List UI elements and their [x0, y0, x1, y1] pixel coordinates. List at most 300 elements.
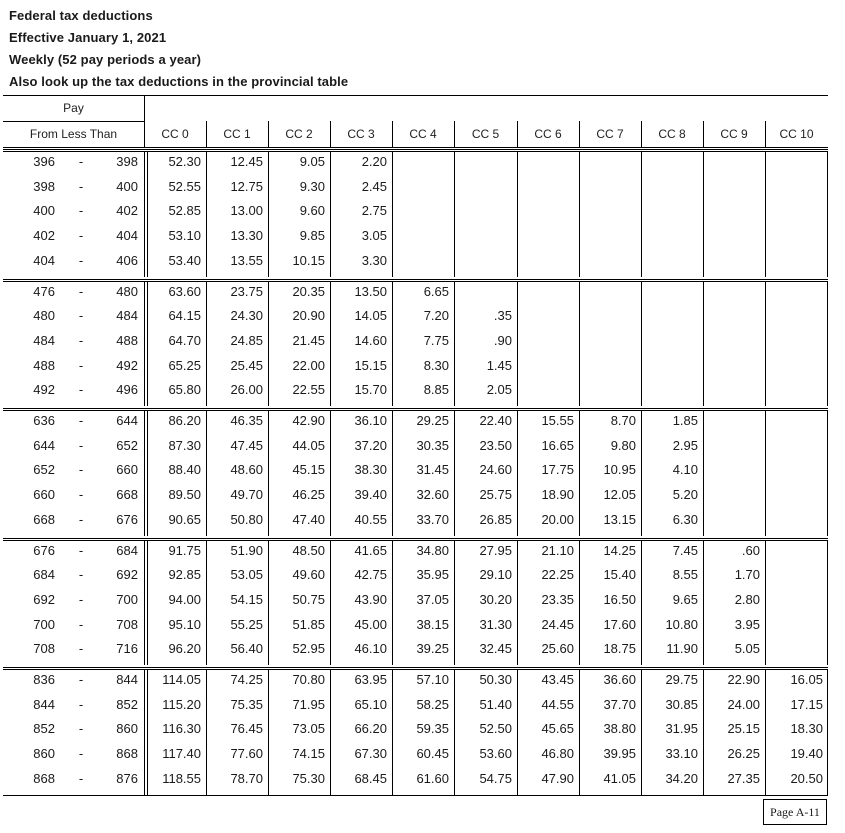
- deduction-cc5: 26.85: [479, 511, 512, 527]
- pay-to: 668: [116, 487, 138, 503]
- pay-to: 644: [116, 413, 138, 428]
- deduction-cc2: 49.60: [292, 567, 325, 583]
- pay-from: 404: [33, 252, 55, 268]
- header-vline-7: [579, 121, 580, 147]
- deduction-cc3: 3.05: [361, 228, 387, 244]
- deduction-cc8: 29.75: [665, 672, 698, 687]
- deduction-cc4: 61.60: [416, 770, 449, 786]
- group-top-line-inner: [3, 540, 828, 541]
- deduction-cc7: 8.70: [610, 413, 636, 428]
- deduction-cc5: 52.50: [479, 721, 512, 737]
- deduction-cc1: 13.55: [230, 252, 263, 268]
- pay-from: 636: [33, 413, 55, 428]
- deduction-cc7: 10.95: [603, 462, 636, 478]
- deduction-cc5: 1.45: [486, 357, 512, 373]
- deduction-cc0: 96.20: [168, 641, 201, 657]
- range-label: From Less Than: [29, 127, 118, 141]
- deduction-cc5: 31.30: [479, 616, 512, 632]
- pay-to: 676: [116, 511, 138, 527]
- deduction-cc5: 32.45: [479, 641, 512, 657]
- deduction-cc4: 57.10: [416, 672, 449, 687]
- deduction-cc1: 54.15: [230, 591, 263, 607]
- deduction-cc3: 2.20: [361, 154, 387, 169]
- deduction-cc8: 2.95: [672, 437, 698, 453]
- deduction-cc3: 63.95: [354, 672, 387, 687]
- pay-dash: -: [78, 567, 84, 583]
- pay-from: 852: [33, 721, 55, 737]
- deduction-cc7: 15.40: [603, 567, 636, 583]
- group-vline-8: [641, 281, 642, 407]
- deduction-cc5: .90: [493, 332, 512, 348]
- deduction-cc8: 10.80: [665, 616, 698, 632]
- header-vline-3: [330, 121, 331, 147]
- deduction-cc3: 36.10: [354, 413, 387, 428]
- deduction-cc2: 45.15: [292, 462, 325, 478]
- deduction-cc8: 6.30: [672, 511, 698, 527]
- deduction-cc6: 44.55: [541, 696, 574, 712]
- column-header-cc9: CC 9: [720, 127, 748, 141]
- deduction-cc1: 23.75: [230, 283, 263, 299]
- pay-to: 844: [116, 672, 138, 687]
- pay-from: 684: [33, 567, 55, 583]
- column-header-cc5: CC 5: [471, 127, 500, 141]
- pay-to: 684: [116, 542, 138, 558]
- deduction-cc2: 74.15: [292, 746, 325, 762]
- deduction-cc6: 18.90: [541, 487, 574, 503]
- deduction-cc8: 31.95: [665, 721, 698, 737]
- deduction-cc2: 51.85: [292, 616, 325, 632]
- pay-to: 652: [116, 437, 138, 453]
- deduction-cc5: 29.10: [479, 567, 512, 583]
- deduction-cc0: 90.65: [168, 511, 201, 527]
- deduction-cc1: 47.45: [230, 437, 263, 453]
- deduction-cc1: 53.05: [230, 567, 263, 583]
- group-vline-right: [827, 669, 828, 795]
- header-line-title: Federal tax deductions: [9, 8, 153, 23]
- deduction-cc4: 29.25: [416, 413, 449, 428]
- group-vline-6: [517, 151, 518, 277]
- pay-dash: -: [78, 487, 84, 503]
- pay-from: 860: [33, 746, 55, 762]
- header-vline-6: [517, 121, 518, 147]
- deduction-cc4: 8.30: [423, 357, 449, 373]
- deduction-cc6: 22.25: [541, 567, 574, 583]
- deduction-cc3: 43.90: [354, 591, 387, 607]
- group-vline-5: [454, 151, 455, 277]
- deduction-cc6: 46.80: [541, 746, 574, 762]
- pay-from: 488: [33, 357, 55, 373]
- group-top-line-inner: [3, 410, 828, 411]
- pay-to: 398: [116, 154, 138, 169]
- deduction-cc0: 118.55: [162, 770, 201, 786]
- pay-from: 398: [33, 178, 55, 194]
- deduction-cc1: 49.70: [230, 487, 263, 503]
- deduction-cc0: 94.00: [168, 591, 201, 607]
- deduction-cc5: 53.60: [479, 746, 512, 762]
- deduction-cc4: 7.75: [423, 332, 449, 348]
- column-header-cc7: CC 7: [596, 127, 624, 141]
- deduction-cc0: 115.20: [162, 696, 201, 712]
- deduction-cc0: 92.85: [168, 567, 201, 583]
- deduction-cc4: 58.25: [416, 696, 449, 712]
- column-header-cc0: CC 0: [161, 127, 189, 141]
- deduction-cc2: 22.55: [292, 382, 325, 398]
- deduction-cc2: 75.30: [292, 770, 325, 786]
- deduction-cc2: 70.80: [292, 672, 325, 687]
- pay-to: 692: [116, 567, 138, 583]
- header-vline-1: [206, 121, 207, 147]
- deduction-cc10: 19.40: [790, 746, 823, 762]
- deduction-cc2: 52.95: [292, 641, 325, 657]
- deduction-cc3: 15.70: [354, 382, 387, 398]
- pay-to: 406: [116, 252, 138, 268]
- pay-dash: -: [78, 746, 84, 762]
- header-line-effective: Effective January 1, 2021: [9, 30, 167, 45]
- deduction-cc0: 116.30: [162, 721, 201, 737]
- pay-from: 492: [33, 382, 55, 398]
- deduction-cc1: 56.40: [230, 641, 263, 657]
- deduction-cc3: 67.30: [354, 746, 387, 762]
- deduction-cc0: 95.10: [168, 616, 201, 632]
- deduction-cc6: 47.90: [541, 770, 574, 786]
- pay-dash: -: [78, 672, 84, 687]
- deduction-cc2: 21.45: [292, 332, 325, 348]
- deduction-cc8: 30.85: [665, 696, 698, 712]
- deduction-cc4: 30.35: [416, 437, 449, 453]
- deduction-cc4: 38.15: [416, 616, 449, 632]
- deduction-cc4: 33.70: [416, 511, 449, 527]
- deduction-cc3: 14.05: [354, 308, 387, 324]
- deduction-cc5: .35: [493, 308, 512, 324]
- deduction-cc6: 23.35: [541, 591, 574, 607]
- deduction-cc0: 53.40: [168, 252, 201, 268]
- group-top-line: [3, 149, 828, 150]
- deduction-cc0: 91.75: [168, 542, 201, 558]
- pay-dash: -: [78, 721, 84, 737]
- group-vline-right: [827, 151, 828, 277]
- pay-dash: -: [78, 228, 84, 244]
- deduction-cc0: 64.70: [168, 332, 201, 348]
- pay-dash: -: [78, 542, 84, 558]
- deduction-cc3: 3.30: [361, 252, 387, 268]
- pay-dash: -: [78, 283, 84, 299]
- pay-from: 700: [33, 616, 55, 632]
- group-vline-right: [827, 410, 828, 536]
- group-vline-7: [579, 281, 580, 407]
- pay-dash: -: [78, 413, 84, 428]
- deduction-cc1: 48.60: [230, 462, 263, 478]
- deduction-cc8: 33.10: [665, 746, 698, 762]
- pay-from: 480: [33, 308, 55, 324]
- deduction-cc7: 12.05: [603, 487, 636, 503]
- deduction-cc6: 25.60: [541, 641, 574, 657]
- pay-from: 402: [33, 228, 55, 244]
- group-vline-6: [517, 281, 518, 407]
- pay-to: 700: [116, 591, 138, 607]
- pay-from: 644: [33, 437, 55, 453]
- group-top-line: [3, 538, 828, 539]
- deduction-cc5: 2.05: [486, 382, 512, 398]
- deduction-cc1: 55.25: [230, 616, 263, 632]
- pay-dash: -: [78, 437, 84, 453]
- pay-dash: -: [78, 357, 84, 373]
- deduction-cc5: 50.30: [479, 672, 512, 687]
- deduction-cc1: 51.90: [230, 542, 263, 558]
- deduction-cc1: 12.45: [230, 154, 263, 169]
- deduction-cc5: 54.75: [479, 770, 512, 786]
- pay-from: 692: [33, 591, 55, 607]
- deduction-cc0: 52.85: [168, 203, 201, 219]
- pay-dash: -: [78, 462, 84, 478]
- deduction-cc10: 16.05: [790, 672, 823, 687]
- group-vline-10: [765, 151, 766, 277]
- pay-from: 660: [33, 487, 55, 503]
- group-vline-10: [765, 410, 766, 536]
- deduction-cc7: 39.95: [603, 746, 636, 762]
- pay-dash: -: [78, 154, 84, 169]
- pay-to: 852: [116, 696, 138, 712]
- deduction-cc1: 78.70: [230, 770, 263, 786]
- deduction-cc4: 59.35: [416, 721, 449, 737]
- pay-from: 396: [33, 154, 55, 169]
- deduction-cc7: 38.80: [603, 721, 636, 737]
- deduction-cc2: 71.95: [292, 696, 325, 712]
- pay-to: 480: [116, 283, 138, 299]
- pay-from: 844: [33, 696, 55, 712]
- deduction-cc6: 20.00: [541, 511, 574, 527]
- deduction-cc0: 65.25: [168, 357, 201, 373]
- deduction-cc9: 27.35: [727, 770, 760, 786]
- pay-dash: -: [78, 178, 84, 194]
- pay-to: 404: [116, 228, 138, 244]
- header-line-note: Also look up the tax deductions in the provincial table: [9, 74, 349, 89]
- deduction-cc9: 3.95: [734, 616, 760, 632]
- deduction-cc2: 48.50: [292, 542, 325, 558]
- deduction-cc3: 46.10: [354, 641, 387, 657]
- column-header-cc1: CC 1: [223, 127, 251, 141]
- deduction-cc1: 77.60: [230, 746, 263, 762]
- pay-to: 484: [116, 308, 138, 324]
- group-top-line-inner: [3, 669, 828, 670]
- deduction-cc1: 50.80: [230, 511, 263, 527]
- pay-dash: -: [78, 308, 84, 324]
- deduction-cc9: 26.25: [727, 746, 760, 762]
- pay-dash: -: [78, 332, 84, 348]
- deduction-cc4: 60.45: [416, 746, 449, 762]
- pay-to: 708: [116, 616, 138, 632]
- pay-from: 400: [33, 203, 55, 219]
- deduction-cc1: 75.35: [230, 696, 263, 712]
- deduction-cc7: 16.50: [603, 591, 636, 607]
- deduction-cc1: 24.85: [230, 332, 263, 348]
- deduction-cc2: 10.15: [292, 252, 325, 268]
- pay-from: 652: [33, 462, 55, 478]
- deduction-cc1: 46.35: [230, 413, 263, 428]
- deduction-cc2: 22.00: [292, 357, 325, 373]
- group-vline-9: [703, 151, 704, 277]
- deduction-cc0: 65.80: [168, 382, 201, 398]
- column-header-cc3: CC 3: [347, 127, 375, 141]
- deduction-cc5: 30.20: [479, 591, 512, 607]
- deduction-cc2: 44.05: [292, 437, 325, 453]
- deduction-cc1: 26.00: [230, 382, 263, 398]
- deduction-cc4: 6.65: [423, 283, 449, 299]
- header-vline-8: [641, 121, 642, 147]
- pay-to: 402: [116, 203, 138, 219]
- pay-dash: -: [78, 770, 84, 786]
- pay-dash: -: [78, 382, 84, 398]
- pay-from: 676: [33, 542, 55, 558]
- table-top-border: [3, 95, 828, 96]
- deduction-cc4: 7.20: [423, 308, 449, 324]
- deduction-cc2: 46.25: [292, 487, 325, 503]
- deduction-cc4: 37.05: [416, 591, 449, 607]
- deduction-cc3: 42.75: [354, 567, 387, 583]
- group-vline-9: [703, 281, 704, 407]
- deduction-cc2: 9.30: [299, 178, 325, 194]
- deduction-cc4: 35.95: [416, 567, 449, 583]
- group-top-line-inner: [3, 151, 828, 152]
- group-vline-right: [827, 540, 828, 666]
- deduction-cc2: 42.90: [292, 413, 325, 428]
- deduction-cc1: 24.30: [230, 308, 263, 324]
- deduction-cc6: 43.45: [541, 672, 574, 687]
- pay-to: 660: [116, 462, 138, 478]
- deduction-cc1: 12.75: [230, 178, 263, 194]
- deduction-cc4: 39.25: [416, 641, 449, 657]
- deduction-cc7: 41.05: [603, 770, 636, 786]
- deduction-cc4: 31.45: [416, 462, 449, 478]
- deduction-cc0: 52.30: [168, 154, 201, 169]
- deduction-cc0: 87.30: [168, 437, 201, 453]
- deduction-cc6: 16.65: [541, 437, 574, 453]
- deduction-cc2: 20.35: [292, 283, 325, 299]
- deduction-cc10: 17.15: [790, 696, 823, 712]
- deduction-cc3: 68.45: [354, 770, 387, 786]
- deduction-cc5: 27.95: [479, 542, 512, 558]
- header-vline-10: [765, 121, 766, 147]
- pay-to: 860: [116, 721, 138, 737]
- pay-from: 708: [33, 641, 55, 657]
- deduction-cc10: 20.50: [790, 770, 823, 786]
- page-number: Page A-11: [763, 799, 827, 825]
- deduction-cc3: 40.55: [354, 511, 387, 527]
- deduction-cc0: 63.60: [168, 283, 201, 299]
- group-vline-8: [641, 151, 642, 277]
- deduction-cc3: 66.20: [354, 721, 387, 737]
- group-top-line-inner: [3, 281, 828, 282]
- deduction-cc2: 9.60: [299, 203, 325, 219]
- deduction-cc0: 117.40: [162, 746, 201, 762]
- deduction-cc4: 34.80: [416, 542, 449, 558]
- deduction-cc9: 2.80: [734, 591, 760, 607]
- group-vline-4: [392, 151, 393, 277]
- header-vline-5: [454, 121, 455, 147]
- deduction-cc7: 17.60: [603, 616, 636, 632]
- deduction-cc0: 53.10: [168, 228, 201, 244]
- deduction-cc3: 37.20: [354, 437, 387, 453]
- deduction-cc7: 37.70: [603, 696, 636, 712]
- pay-dash: -: [78, 591, 84, 607]
- deduction-cc0: 52.55: [168, 178, 201, 194]
- deduction-cc9: .60: [741, 542, 760, 558]
- group-vline-right: [827, 281, 828, 407]
- group-vline-10: [765, 281, 766, 407]
- group-vline-9: [703, 410, 704, 536]
- deduction-cc0: 114.05: [162, 672, 201, 687]
- pay-to: 496: [116, 382, 138, 398]
- column-header-cc8: CC 8: [658, 127, 686, 141]
- pay-from: 836: [33, 672, 55, 687]
- deduction-cc2: 73.05: [292, 721, 325, 737]
- deduction-cc0: 89.50: [168, 487, 201, 503]
- header-vline-9: [703, 121, 704, 147]
- pay-to: 868: [116, 746, 138, 762]
- deduction-cc5: 24.60: [479, 462, 512, 478]
- pay-divider: [3, 121, 144, 122]
- deduction-cc2: 9.05: [299, 154, 325, 169]
- deduction-cc8: 7.45: [672, 542, 698, 558]
- deduction-cc2: 50.75: [292, 591, 325, 607]
- deduction-cc1: 76.45: [230, 721, 263, 737]
- deduction-cc1: 13.00: [230, 203, 263, 219]
- group-vline-10: [765, 540, 766, 666]
- column-header-cc4: CC 4: [409, 127, 437, 141]
- deduction-cc3: 65.10: [354, 696, 387, 712]
- deduction-cc2: 9.85: [299, 228, 325, 244]
- pay-to: 716: [116, 641, 138, 657]
- deduction-cc6: 17.75: [541, 462, 574, 478]
- deduction-cc3: 41.65: [354, 542, 387, 558]
- deduction-cc8: 8.55: [672, 567, 698, 583]
- deduction-cc0: 86.20: [168, 413, 201, 428]
- column-header-cc6: CC 6: [534, 127, 562, 141]
- tax-deductions-table: [3, 95, 828, 795]
- deduction-cc7: 18.75: [603, 641, 636, 657]
- pay-dash: -: [78, 203, 84, 219]
- pay-from: 484: [33, 332, 55, 348]
- header-vline-pay: [144, 95, 145, 147]
- group-top-line: [3, 408, 828, 409]
- header-vline-2: [268, 121, 269, 147]
- pay-to: 492: [116, 357, 138, 373]
- deduction-cc6: 45.65: [541, 721, 574, 737]
- deduction-cc9: 22.90: [727, 672, 760, 687]
- deduction-cc3: 2.75: [361, 203, 387, 219]
- deduction-cc8: 5.20: [672, 487, 698, 503]
- deduction-cc3: 38.30: [354, 462, 387, 478]
- deduction-cc1: 13.30: [230, 228, 263, 244]
- deduction-cc2: 47.40: [292, 511, 325, 527]
- deduction-cc8: 11.90: [666, 641, 698, 657]
- deduction-cc8: 4.10: [672, 462, 698, 478]
- group-top-line: [3, 667, 828, 668]
- deduction-cc3: 13.50: [354, 283, 387, 299]
- deduction-cc1: 74.25: [230, 672, 263, 687]
- table-bottom-border: [3, 795, 828, 796]
- deduction-cc5: 23.50: [479, 437, 512, 453]
- deduction-cc8: 1.85: [672, 413, 698, 428]
- deduction-cc9: 5.05: [734, 641, 760, 657]
- deduction-cc10: 18.30: [790, 721, 823, 737]
- column-header-cc10: CC 10: [779, 127, 814, 141]
- deduction-cc9: 25.15: [727, 721, 760, 737]
- deduction-cc1: 25.45: [230, 357, 263, 373]
- deduction-cc6: 24.45: [541, 616, 574, 632]
- deduction-cc7: 36.60: [603, 672, 636, 687]
- deduction-cc4: 32.60: [416, 487, 449, 503]
- deduction-cc3: 15.15: [354, 357, 387, 373]
